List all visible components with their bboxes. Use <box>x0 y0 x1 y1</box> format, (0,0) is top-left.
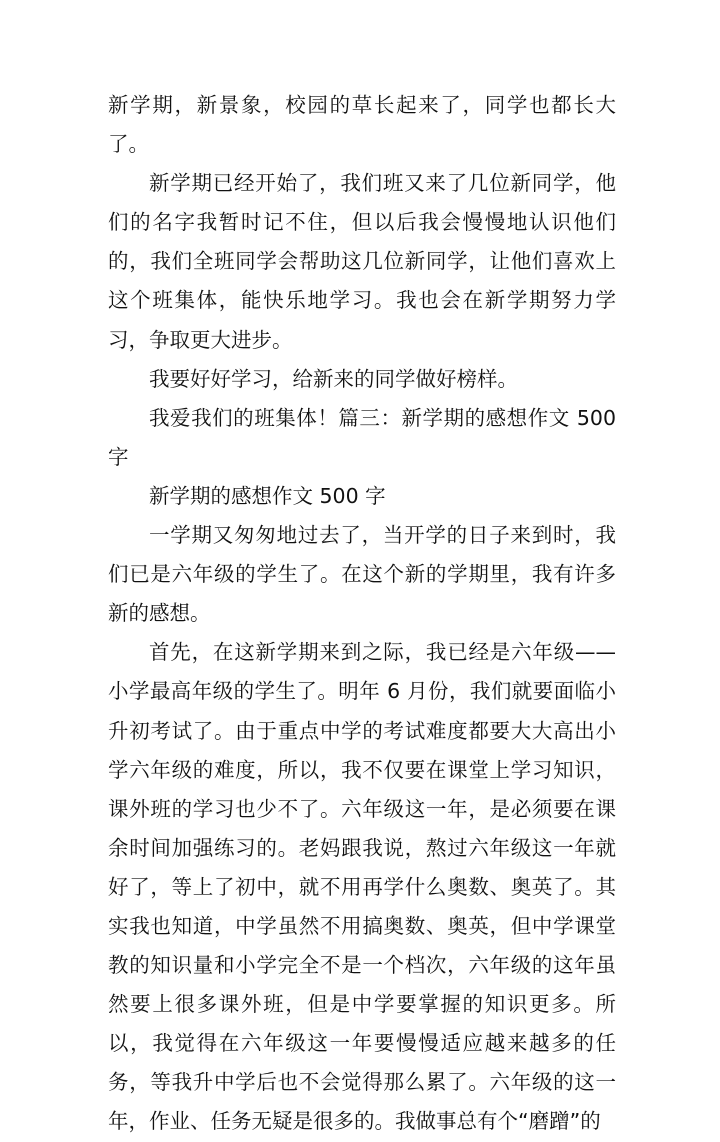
paragraph-7: 首先，在这新学期来到之际，我已经是六年级——小学最高年级的学生了。明年 6 月份，我们就要面临小升初考试了。由于重点中学的考试难度都要大大高出小学六年级的难度，所以，我不仅要在课堂上学习知识，课外班的学习也少不了。六年级这一年，是必须要在课余时间加强练习的。老妈跟我说，熬过六年级这一年就好了，等上了初中，就不用再学什么奥数、奥英了。其实我也知道，中学虽然不用搞奥数、奥英，但中学课堂教的知识量和小学完全不是一个档次，六年级的这年虽然要上很多课外班，但是中学要掌握的知识更多。所以，我觉得在六年级这一年要慢慢适应越来越多的任务，等我升中学后也不会觉得那么累了。六年级的这一年，作业、任务无疑是很多的。我做事总有个“磨蹭”的 <box>108 640 616 1134</box>
paragraph-2: 新学期已经开始了，我们班又来了几位新同学，他们的名字我暂时记不住，但以后我会慢慢地认识他们的，我们全班同学会帮助这几位新同学，让他们喜欢上这个班集体，能快乐地学习。我也会在新学期努力学习，争取更大进步。 <box>108 171 616 352</box>
paragraph-6: 一学期又匆匆地过去了，当开学的日子来到时，我们已是六年级的学生了。在这个新的学期里，我有许多新的感想。 <box>108 523 616 626</box>
section-title: 新学期的感想作文 500 字 <box>149 483 386 508</box>
paragraph-1: 新学期，新景象，校园的草长起来了，同学也都长大了。 <box>108 93 616 157</box>
paragraph-4: 我爱我们的班集体！篇三：新学期的感想作文 500 字 <box>108 405 623 469</box>
paragraph-3: 我要好好学习，给新来的同学做好榜样。 <box>149 366 518 391</box>
article-body <box>108 86 623 1142</box>
